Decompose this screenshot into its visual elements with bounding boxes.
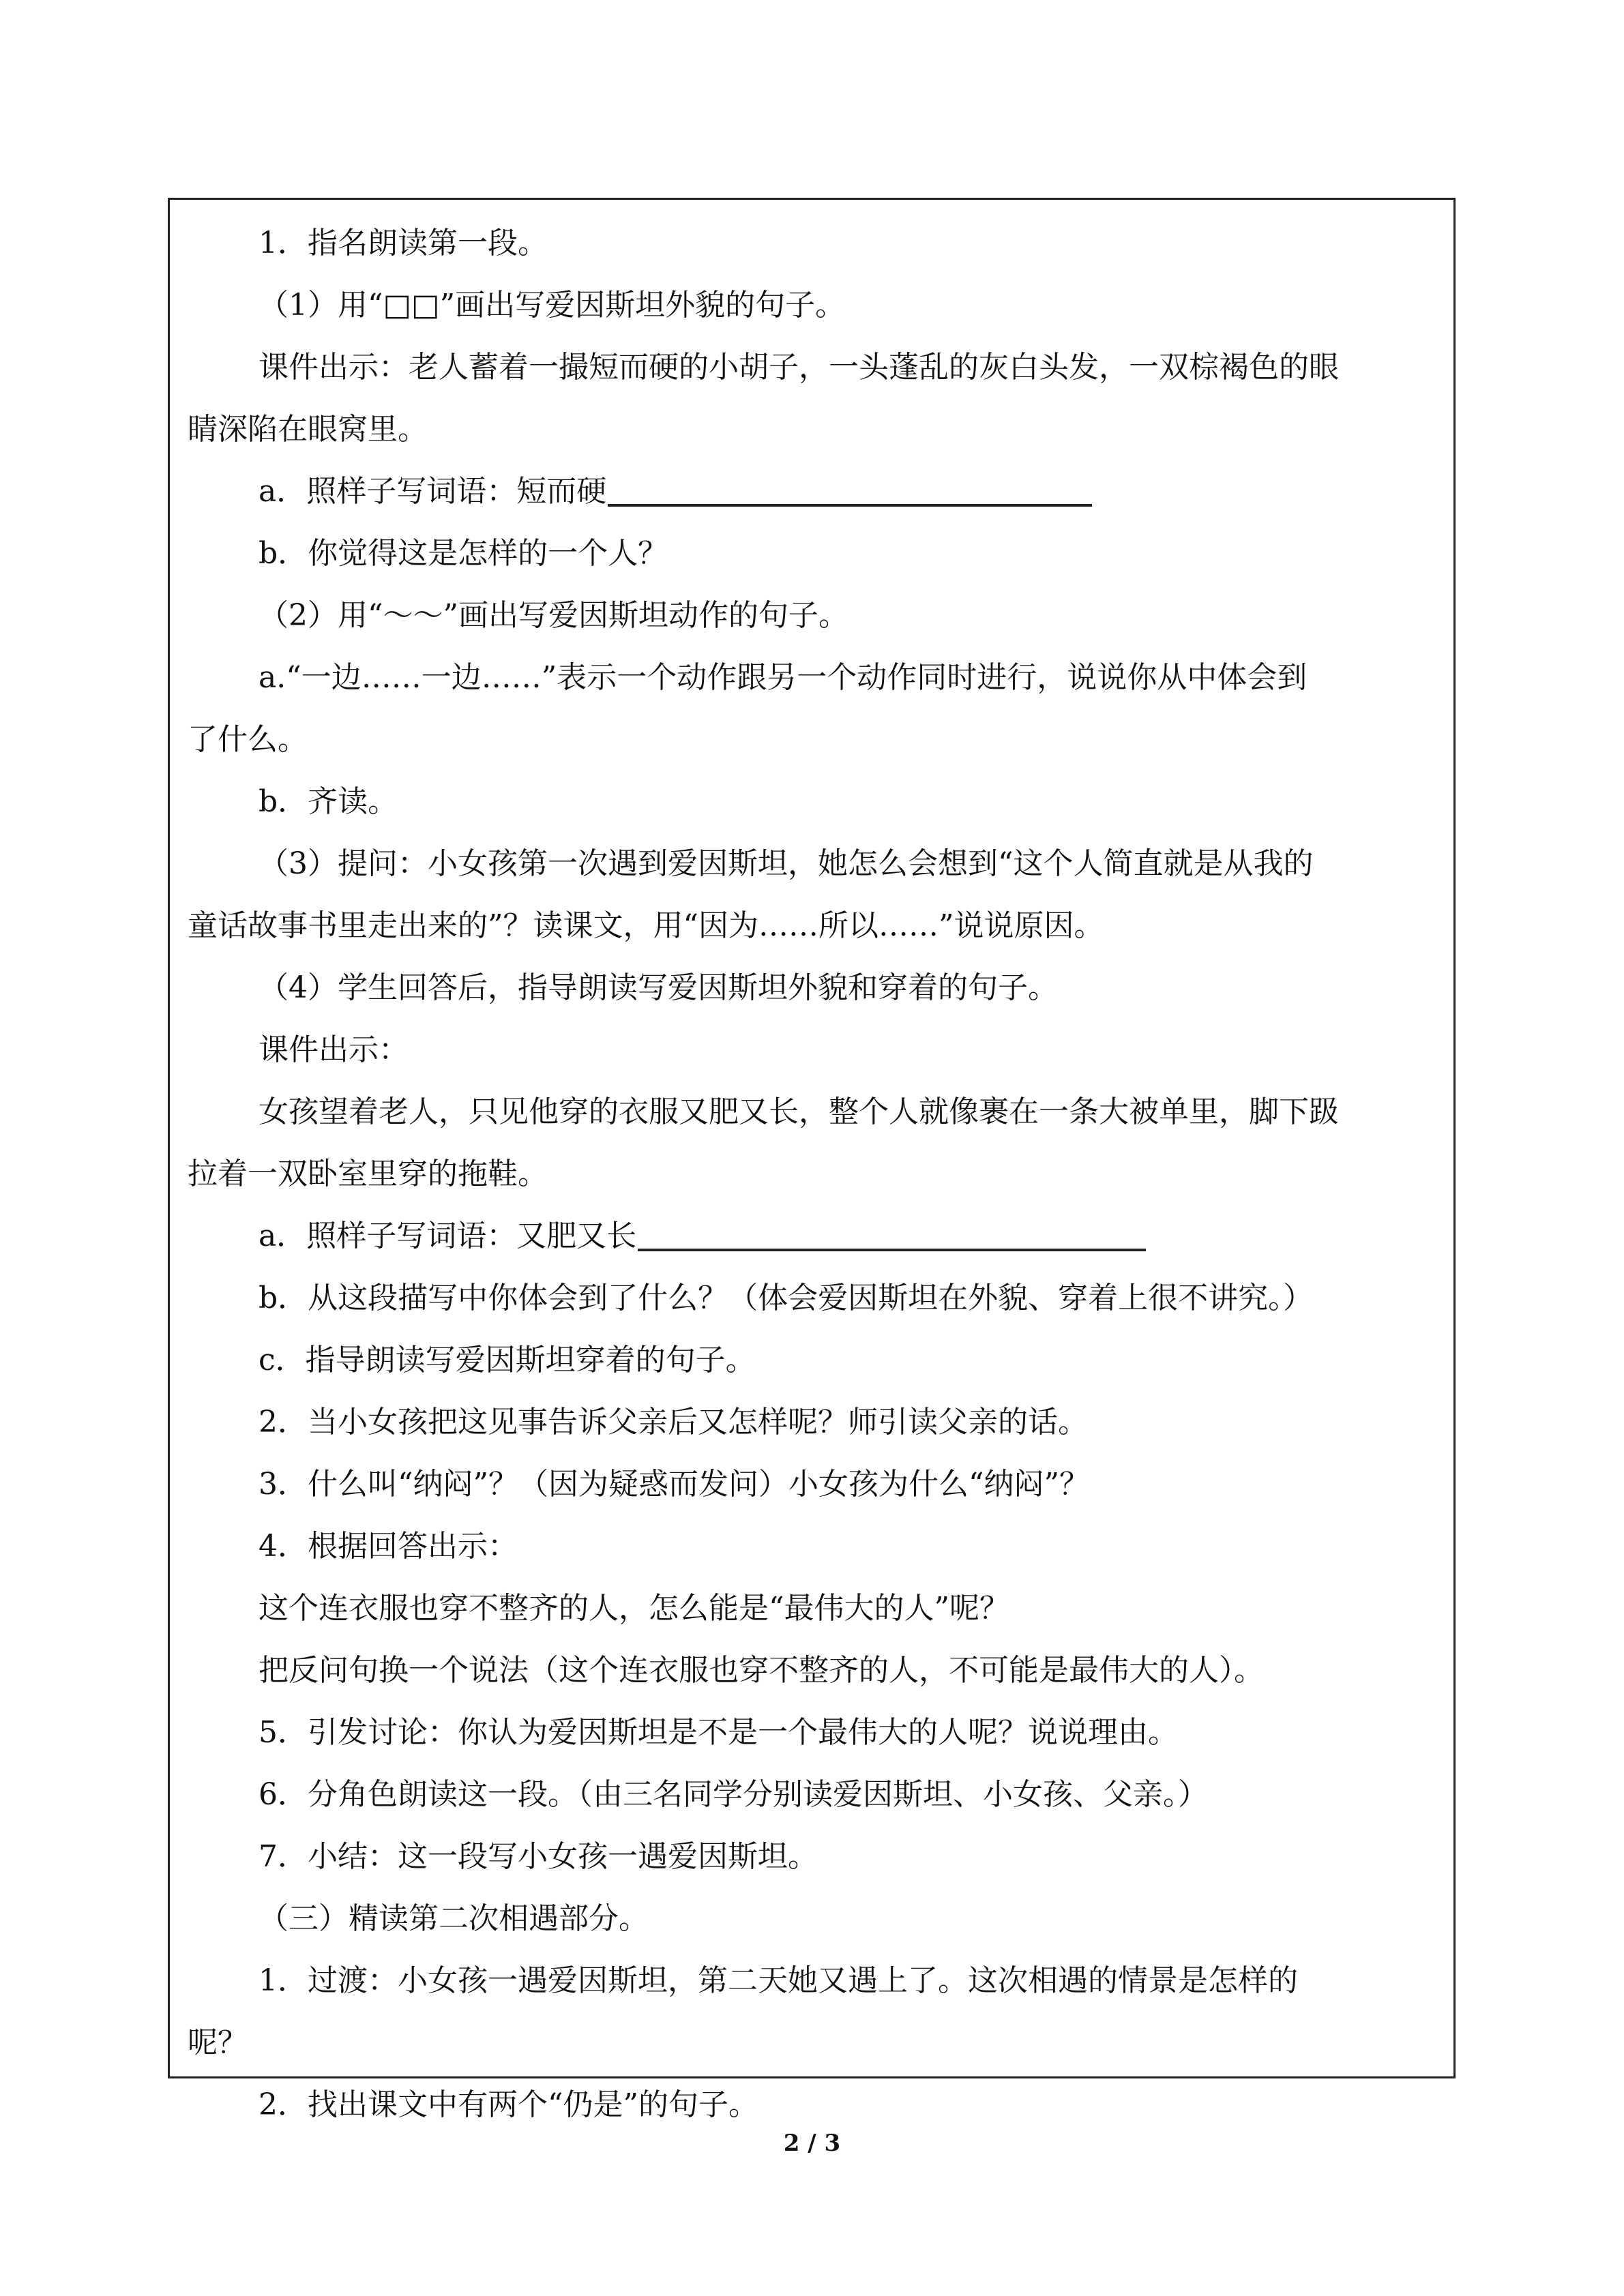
text-line: （三）精读第二次相遇部分。 (259, 1901, 649, 1936)
text-line: 2．当小女孩把这见事告诉父亲后又怎样呢？师引读父亲的话。 (259, 1405, 1088, 1440)
text-line: b．从这段描写中你体会到了什么？（体会爱因斯坦在外貌、穿着上很不讲究。） (259, 1281, 1314, 1315)
text-line (188, 1205, 1436, 1267)
lesson-content-box (168, 198, 1456, 2122)
page-number: 2 / 3 (783, 2130, 841, 2157)
text-line: 7．小结：这一段写小女孩一遇爱因斯坦。 (259, 1839, 818, 1874)
answer-blank (608, 504, 1092, 507)
text-line: 1．指名朗读第一段。 (259, 226, 548, 260)
answer-blank (638, 1249, 1146, 1251)
text-line (188, 460, 1436, 522)
text-line: 2．找出课文中有两个“仍是”的句子。 (259, 2087, 758, 2122)
text-line: 把反问句换一个说法（这个连衣服也穿不整齐的人，不可能是最伟大的人）。 (259, 1653, 1264, 1688)
text-line: 女孩望着老人，只见他穿的衣服又肥又长，整个人就像裹在一条大被单里，脚下趿 (259, 1094, 1339, 1129)
text-line: 6．分角色朗读这一段。（由三名同学分别读爱因斯坦、小女孩、父亲。） (259, 1777, 1208, 1812)
text-line: a.“一边……一边……”表示一个动作跟另一个动作同时进行，说说你从中体会到 (259, 660, 1308, 695)
text-line: 拉着一双卧室里穿的拖鞋。 (188, 1157, 548, 1191)
text-line: （3）提问：小女孩第一次遇到爱因斯坦，她怎么会想到“这个人简直就是从我的 (259, 846, 1314, 881)
text-line: 5．引发讨论：你认为爱因斯坦是不是一个最伟大的人呢？说说理由。 (259, 1715, 1178, 1750)
text-line: c．指导朗读写爱因斯坦穿着的句子。 (259, 1343, 756, 1377)
text-line: （1）用“□□”画出写爱因斯坦外貌的句子。 (259, 288, 846, 323)
text-line: 了什么。 (188, 722, 308, 757)
text-line: 课件出示：老人蓄着一撮短而硬的小胡子，一头蓬乱的灰白头发，一双棕褐色的眼 (259, 350, 1339, 385)
text-line: 呢？ (188, 2025, 248, 2060)
text-line: （4）学生回答后，指导朗读写爱因斯坦外貌和穿着的句子。 (259, 970, 1058, 1005)
text-line-label: a．照样子写词语：短而硬 (259, 474, 607, 509)
text-line: （2）用“～～”画出写爱因斯坦动作的句子。 (259, 598, 848, 633)
text-line: 童话故事书里走出来的”？读课文，用“因为……所以……”说说原因。 (188, 908, 1104, 943)
text-line: 课件出示： (259, 1032, 409, 1067)
text-line-label: a．照样子写词语：又肥又长 (259, 1219, 637, 1253)
text-line: 这个连衣服也穿不整齐的人，怎么能是“最伟大的人”呢？ (259, 1591, 1009, 1626)
text-line: 4．根据回答出示： (259, 1529, 518, 1564)
text-line: 睛深陷在眼窝里。 (188, 412, 428, 447)
text-line: b．你觉得这是怎样的一个人？ (259, 536, 668, 571)
text-line: b．齐读。 (259, 784, 398, 819)
text-line: 3．什么叫“纳闷”？（因为疑惑而发问）小女孩为什么“纳闷”？ (259, 1467, 1089, 1502)
text-line: 1．过渡：小女孩一遇爱因斯坦，第二天她又遇上了。这次相遇的情景是怎样的 (259, 1963, 1298, 1998)
